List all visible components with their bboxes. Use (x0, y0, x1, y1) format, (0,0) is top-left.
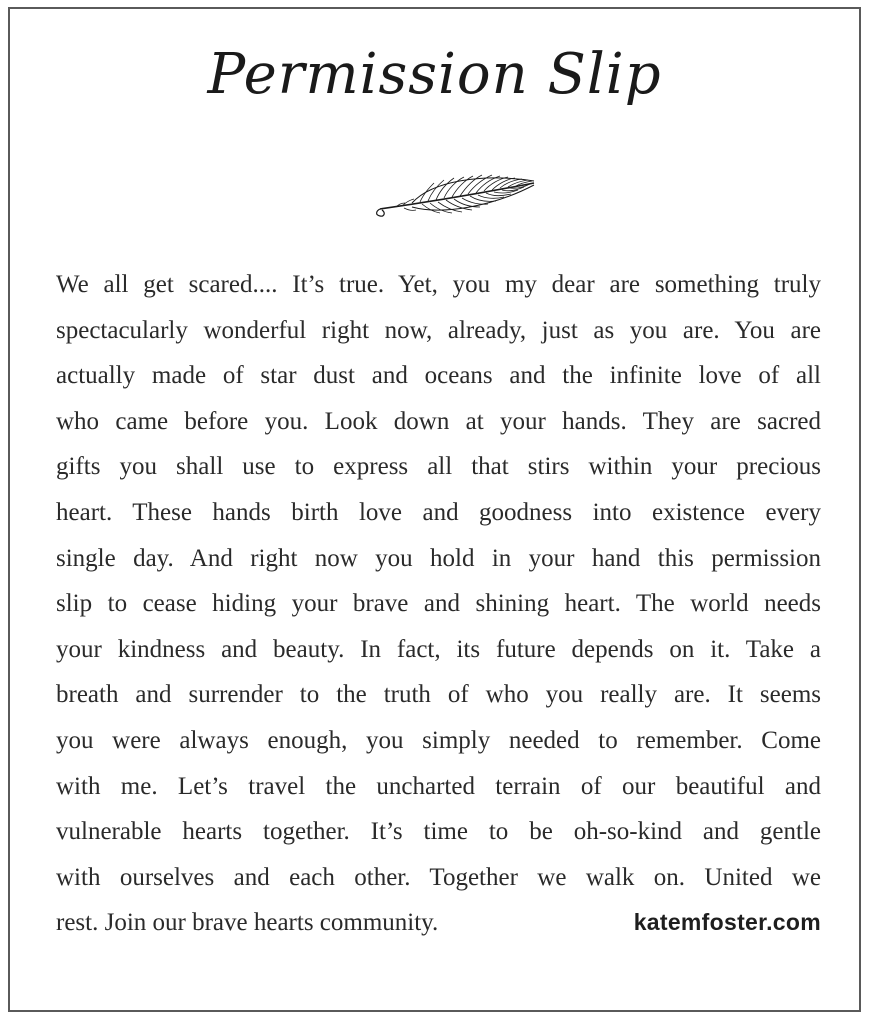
body-line: We all get scared.... It’s true. Yet, you my dear are something truly (56, 271, 821, 298)
body-line: with ourselves and each other. Together we walk on. United we (56, 863, 821, 891)
body-line: breath and surrender to the truth of who you really are. It seems (56, 681, 821, 709)
closing-line-row (56, 900, 821, 946)
body-line: you were always enough, you simply needed to remember. Come (56, 726, 821, 754)
feather-icon (372, 169, 542, 229)
body-line: with me. Let’s travel the uncharted terrain of our beautiful and (56, 772, 821, 800)
permission-slip-card (8, 7, 861, 1012)
body-line: your kindness and beauty. In fact, its future depends on it. Take a (56, 635, 821, 663)
body-text (56, 262, 821, 946)
body-line: single day. And right now you hold in your hand this permission (56, 544, 821, 572)
body-line: heart. These hands birth love and goodness into existence every (56, 498, 821, 526)
body-line: gifts you shall use to express all that stirs within your precious (56, 453, 821, 481)
body-line: slip to cease hiding your brave and shining heart. The world needs (56, 590, 821, 618)
website-link[interactable]: katemfoster.com (633, 909, 821, 936)
closing-line: rest. Join our brave hearts community. (56, 909, 439, 937)
body-line: who came before you. Look down at your hands. They are sacred (56, 407, 821, 435)
body-line: vulnerable hearts together. It’s time to be oh-so-kind and gentle (56, 818, 821, 846)
body-line: spectacularly wonderful right now, already, just as you are. You are (56, 316, 821, 344)
body-line: actually made of star dust and oceans and the infinite love of all (56, 362, 821, 390)
page-title: Permission Slip (207, 42, 662, 107)
